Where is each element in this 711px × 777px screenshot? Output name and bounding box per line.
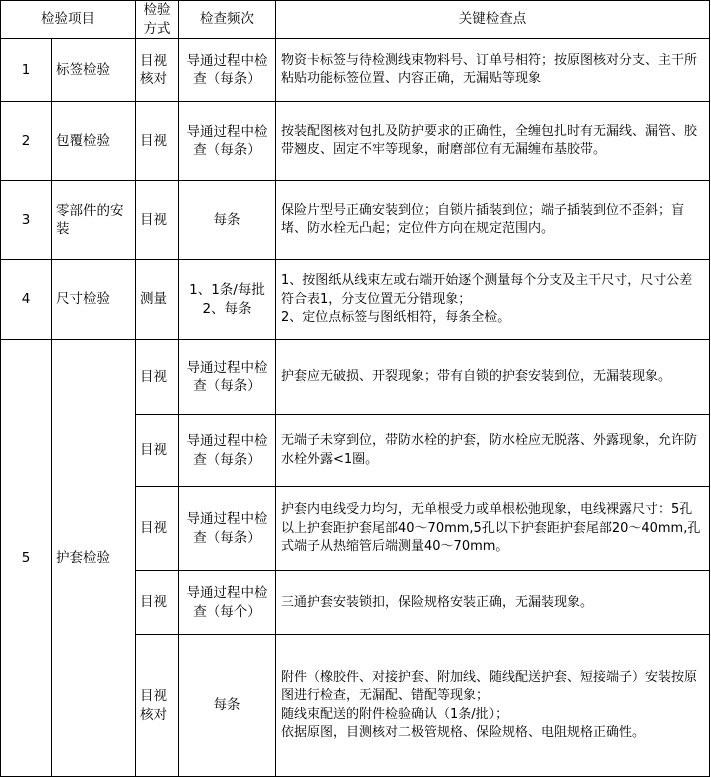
table-row bbox=[1, 102, 710, 181]
inspection-method: 目视 核对 bbox=[136, 39, 179, 102]
inspection-frequency: 每条 bbox=[179, 181, 276, 260]
key-points: 护套应无破损、开裂现象；带有自锁的护套安装到位，无漏装现象。 bbox=[276, 340, 710, 415]
table-row bbox=[1, 181, 710, 260]
inspection-frequency: 导通过程中检查（每个） bbox=[179, 571, 276, 635]
row-number: 3 bbox=[1, 181, 52, 260]
inspection-frequency: 导通过程中检查（每条） bbox=[179, 340, 276, 415]
item-name: 标签检验 bbox=[52, 39, 136, 102]
key-points: 1、按图纸从线束左或右端开始逐个测量每个分支及主干尺寸，尺寸公差符合表1，分支位置无分错现象； 2、定位点标签与图纸相符，每条全检。 bbox=[276, 260, 710, 340]
row-number: 1 bbox=[1, 39, 52, 102]
key-points: 附件（橡胶件、对接护套、附加线、随线配送护套、短接端子）安装按原图进行检查，无漏配、错配等现象； 随线束配送的附件检验确认（1条/批）； 依据原图，目测核对二极管规格、保险规格、电阻规格正确性。 bbox=[276, 635, 710, 777]
header-method: 检验 方式 bbox=[136, 1, 179, 39]
item-name: 包覆检验 bbox=[52, 102, 136, 181]
inspection-method: 目视 bbox=[136, 415, 179, 487]
key-points: 护套内电线受力均匀，无单根受力或单根松弛现象，电线裸露尺寸：5孔以上护套距护套尾部40～70mm,5孔以下护套距护套尾部20～40mm,孔式端子从热缩管后端测量40～70mm。 bbox=[276, 487, 710, 571]
inspection-frequency: 导通过程中检查（每条） bbox=[179, 415, 276, 487]
inspection-method: 目视 核对 bbox=[136, 635, 179, 777]
inspection-method: 目视 bbox=[136, 487, 179, 571]
row-number: 2 bbox=[1, 102, 52, 181]
row-number: 4 bbox=[1, 260, 52, 340]
inspection-method: 目视 bbox=[136, 102, 179, 181]
inspection-frequency: 导通过程中检查（每条） bbox=[179, 487, 276, 571]
inspection-frequency: 导通过程中检查（每条） bbox=[179, 39, 276, 102]
header-item: 检验项目 bbox=[1, 1, 136, 39]
item-name: 护套检验 bbox=[52, 340, 136, 777]
key-points: 无端子未穿到位，带防水栓的护套，防水栓应无脱落、外露现象，允许防水栓外露<1圈。 bbox=[276, 415, 710, 487]
key-points: 三通护套安装锁扣，保险规格安装正确，无漏装现象。 bbox=[276, 571, 710, 635]
header-row bbox=[1, 1, 710, 39]
inspection-frequency: 导通过程中检查（每条） bbox=[179, 102, 276, 181]
table-row bbox=[1, 39, 710, 102]
table-row bbox=[1, 340, 710, 415]
header-key-points: 关键检查点 bbox=[276, 1, 710, 39]
key-points: 保险片型号正确安装到位；自锁片插装到位；端子插装到位不歪斜；盲堵、防水栓无凸起；定位件方向在规定范围内。 bbox=[276, 181, 710, 260]
key-points: 物资卡标签与待检测线束物料号、订单号相符；按原图核对分支、主干所粘贴功能标签位置、内容正确，无漏贴等现象 bbox=[276, 39, 710, 102]
inspection-method: 目视 bbox=[136, 181, 179, 260]
inspection-frequency: 1、1条/每批 2、每条 bbox=[179, 260, 276, 340]
inspection-method: 目视 bbox=[136, 571, 179, 635]
table-row bbox=[1, 260, 710, 340]
inspection-method: 目视 bbox=[136, 340, 179, 415]
row-number: 5 bbox=[1, 340, 52, 777]
inspection-frequency: 每条 bbox=[179, 635, 276, 777]
item-name: 零部件的安装 bbox=[52, 181, 136, 260]
key-points: 按装配图核对包扎及防护要求的正确性，全缠包扎时有无漏线、漏管、胶带翘皮、固定不牢等现象，耐磨部位有无漏缠布基胶带。 bbox=[276, 102, 710, 181]
header-frequency: 检查频次 bbox=[179, 1, 276, 39]
item-name: 尺寸检验 bbox=[52, 260, 136, 340]
inspection-method: 测量 bbox=[136, 260, 179, 340]
